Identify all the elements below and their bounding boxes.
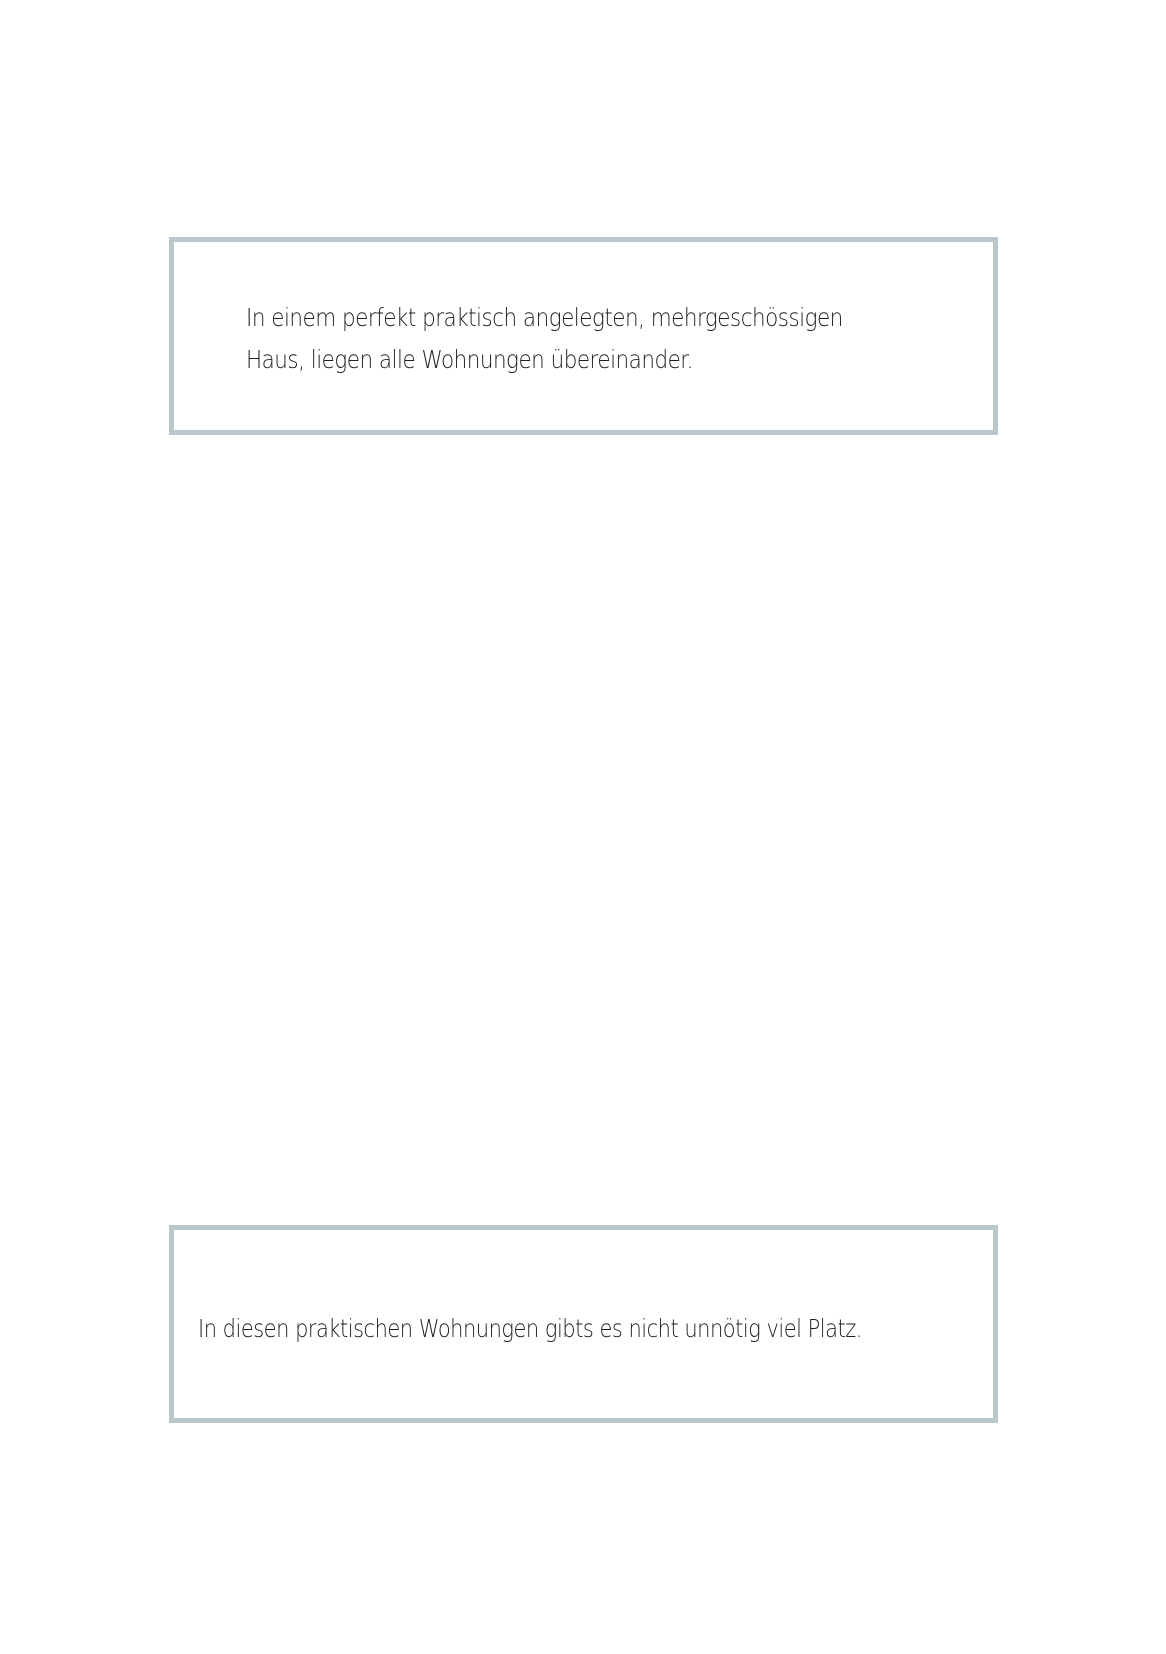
text-box-bottom-line-1: In diesen praktischen Wohnungen gibts es nicht unnötig viel Platz.: [198, 1314, 862, 1343]
text-box-bottom-paragraph: [198, 1308, 862, 1350]
text-box-bottom: [169, 1225, 998, 1423]
text-box-top-paragraph: [246, 297, 843, 381]
text-box-top-line-1: In einem perfekt praktisch angelegten, mehrgeschössigen: [246, 303, 843, 332]
text-box-top: [169, 237, 998, 435]
text-box-top-line-2: Haus, liegen alle Wohnungen übereinander.: [246, 345, 693, 374]
